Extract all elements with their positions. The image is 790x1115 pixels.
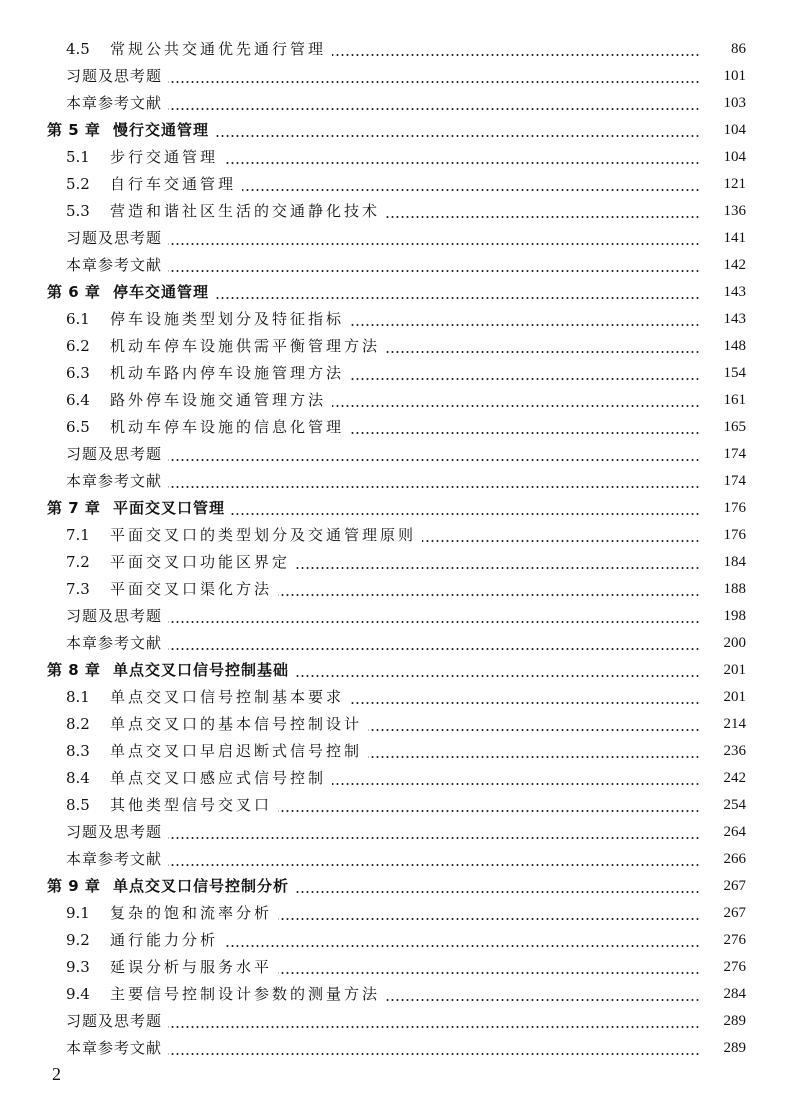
toc-entry-page: 267 [723, 878, 746, 894]
toc-chapter-row[interactable] [0, 279, 790, 306]
toc-entry-number: 8.2 [66, 715, 90, 733]
dot-leader [168, 837, 700, 839]
toc-entry-title: 单点交叉口感应式信号控制 [110, 769, 327, 787]
dot-leader [215, 135, 700, 137]
toc-entry-title: 复杂的饱和流率分析 [110, 904, 273, 922]
dot-leader [386, 216, 700, 218]
dot-leader [168, 864, 700, 866]
toc-entry-title: 机动车停车设施供需平衡管理方法 [110, 337, 381, 355]
toc-entry-page: 276 [723, 932, 746, 948]
toc-entry-number: 第 7 章 [47, 499, 101, 517]
toc-entry-title: 营造和谐社区生活的交通静化技术 [110, 202, 381, 220]
toc-entry-title: 习题及思考题 [66, 67, 163, 85]
toc-misc-row[interactable] [0, 441, 790, 468]
toc-misc-row[interactable] [0, 252, 790, 279]
toc-entry-title: 本章参考文献 [66, 634, 163, 652]
toc-entry-title: 停车交通管理 [113, 283, 210, 301]
toc-entry-number: 9.1 [66, 904, 90, 922]
toc-entry-title: 习题及思考题 [66, 1012, 163, 1030]
toc-entry-number: 9.3 [66, 958, 90, 976]
toc-misc-row[interactable] [0, 63, 790, 90]
toc-entry-page: 201 [723, 662, 746, 678]
toc-entry-page: 143 [723, 284, 746, 300]
toc-entry-page: 198 [723, 608, 746, 624]
dot-leader [168, 270, 700, 272]
toc-entry-title: 延误分析与服务水平 [110, 958, 273, 976]
dot-leader [278, 972, 700, 974]
toc-entry-page: 201 [723, 689, 746, 705]
dot-leader [350, 378, 700, 380]
toc-section-row[interactable] [0, 333, 790, 360]
toc-entry-number: 第 6 章 [47, 283, 101, 301]
toc-entry-number: 第 9 章 [47, 877, 101, 895]
toc-entry-page: 154 [723, 365, 746, 381]
toc-entry-number: 4.5 [66, 40, 90, 58]
toc-misc-row[interactable] [0, 225, 790, 252]
toc-entry-number: 第 8 章 [47, 661, 101, 679]
dot-leader [295, 891, 700, 893]
toc-section-row[interactable] [0, 306, 790, 333]
toc-entry-page: 284 [723, 986, 746, 1002]
toc-entry-page: 104 [723, 149, 746, 165]
toc-entry-number: 6.5 [66, 418, 90, 436]
table-of-contents [0, 36, 790, 1062]
toc-section-row[interactable] [0, 414, 790, 441]
toc-entry-page: 236 [723, 743, 746, 759]
dot-leader [168, 81, 700, 83]
dot-leader [168, 108, 700, 110]
dot-leader [168, 621, 700, 623]
toc-section-row[interactable] [0, 684, 790, 711]
toc-entry-title: 单点交叉口信号控制基本要求 [110, 688, 345, 706]
toc-section-row[interactable] [0, 576, 790, 603]
toc-entry-number: 7.1 [66, 526, 90, 544]
toc-entry-title: 习题及思考题 [66, 607, 163, 625]
dot-leader [296, 567, 700, 569]
toc-section-row[interactable] [0, 36, 790, 63]
dot-leader [278, 594, 700, 596]
toc-entry-page: 188 [723, 581, 746, 597]
toc-misc-row[interactable] [0, 630, 790, 657]
toc-entry-title: 习题及思考题 [66, 229, 163, 247]
toc-entry-page: 176 [723, 500, 746, 516]
toc-misc-row[interactable] [0, 1035, 790, 1062]
toc-entry-page: 165 [723, 419, 746, 435]
toc-entry-number: 5.2 [66, 175, 90, 193]
toc-entry-number: 6.2 [66, 337, 90, 355]
toc-entry-title: 本章参考文献 [66, 1039, 163, 1057]
toc-misc-row[interactable] [0, 1008, 790, 1035]
dot-leader [332, 783, 700, 785]
toc-entry-title: 机动车停车设施的信息化管理 [110, 418, 345, 436]
toc-entry-title: 常规公共交通优先通行管理 [110, 40, 327, 58]
toc-entry-title: 其他类型信号交叉口 [110, 796, 273, 814]
toc-entry-title: 通行能力分析 [110, 931, 219, 949]
toc-entry-number: 7.2 [66, 553, 90, 571]
toc-entry-title: 主要信号控制设计参数的测量方法 [110, 985, 381, 1003]
toc-entry-page: 174 [723, 446, 746, 462]
toc-section-row[interactable] [0, 900, 790, 927]
toc-entry-page: 121 [723, 176, 746, 192]
dot-leader [168, 1026, 700, 1028]
toc-misc-row[interactable] [0, 90, 790, 117]
toc-entry-page: 254 [723, 797, 746, 813]
toc-entry-page: 142 [723, 257, 746, 273]
dot-leader [386, 999, 700, 1001]
dot-leader [350, 432, 700, 434]
toc-entry-number: 5.1 [66, 148, 90, 166]
toc-entry-title: 习题及思考题 [66, 823, 163, 841]
toc-entry-title: 本章参考文献 [66, 256, 163, 274]
toc-entry-number: 7.3 [66, 580, 90, 598]
toc-entry-number: 8.3 [66, 742, 90, 760]
page-number: 2 [52, 1064, 61, 1084]
toc-entry-number: 第 5 章 [47, 121, 101, 139]
toc-entry-page: 289 [723, 1040, 746, 1056]
toc-entry-title: 单点交叉口早启迟断式信号控制 [110, 742, 363, 760]
toc-entry-title: 路外停车设施交通管理方法 [110, 391, 327, 409]
toc-misc-row[interactable] [0, 846, 790, 873]
toc-entry-page: 161 [723, 392, 746, 408]
dot-leader [224, 162, 700, 164]
dot-leader [332, 405, 700, 407]
toc-entry-title: 单点交叉口信号控制分析 [113, 877, 290, 895]
toc-entry-page: 267 [723, 905, 746, 921]
dot-leader [168, 459, 700, 461]
toc-entry-title: 单点交叉口信号控制基础 [113, 661, 290, 679]
toc-entry-page: 276 [723, 959, 746, 975]
toc-chapter-row[interactable] [0, 117, 790, 144]
toc-section-row[interactable] [0, 360, 790, 387]
dot-leader [295, 675, 700, 677]
toc-entry-number: 8.5 [66, 796, 90, 814]
toc-entry-number: 9.2 [66, 931, 90, 949]
dot-leader [332, 54, 700, 56]
dot-leader [242, 189, 700, 191]
toc-entry-title: 步行交通管理 [110, 148, 219, 166]
toc-chapter-row[interactable] [0, 657, 790, 684]
dot-leader [368, 729, 700, 731]
toc-section-row[interactable] [0, 711, 790, 738]
toc-chapter-row[interactable] [0, 495, 790, 522]
dot-leader [215, 297, 700, 299]
toc-section-row[interactable] [0, 765, 790, 792]
toc-section-row[interactable] [0, 792, 790, 819]
toc-section-row[interactable] [0, 387, 790, 414]
dot-leader [386, 351, 700, 353]
dot-leader [368, 756, 700, 758]
toc-entry-title: 习题及思考题 [66, 445, 163, 463]
dot-leader [422, 540, 700, 542]
toc-entry-title: 本章参考文献 [66, 472, 163, 490]
toc-entry-title: 停车设施类型划分及特征指标 [110, 310, 345, 328]
toc-entry-page: 176 [723, 527, 746, 543]
toc-misc-row[interactable] [0, 819, 790, 846]
toc-section-row[interactable] [0, 738, 790, 765]
toc-entry-number: 8.4 [66, 769, 90, 787]
toc-entry-number: 9.4 [66, 985, 90, 1003]
toc-entry-title: 慢行交通管理 [113, 121, 210, 139]
toc-entry-page: 200 [723, 635, 746, 651]
toc-entry-title: 机动车路内停车设施管理方法 [110, 364, 345, 382]
toc-entry-page: 289 [723, 1013, 746, 1029]
toc-entry-page: 214 [723, 716, 746, 732]
toc-entry-page: 103 [723, 95, 746, 111]
toc-section-row[interactable] [0, 927, 790, 954]
toc-entry-title: 本章参考文献 [66, 850, 163, 868]
toc-entry-number: 6.1 [66, 310, 90, 328]
toc-chapter-row[interactable] [0, 873, 790, 900]
toc-entry-page: 136 [723, 203, 746, 219]
toc-section-row[interactable] [0, 198, 790, 225]
toc-entry-number: 6.3 [66, 364, 90, 382]
dot-leader [278, 810, 700, 812]
dot-leader [224, 945, 700, 947]
toc-misc-row[interactable] [0, 603, 790, 630]
toc-entry-title: 平面交叉口渠化方法 [110, 580, 273, 598]
dot-leader [168, 1053, 700, 1055]
dot-leader [168, 486, 700, 488]
toc-entry-page: 184 [723, 554, 746, 570]
toc-entry-page: 264 [723, 824, 746, 840]
toc-entry-page: 101 [723, 68, 746, 84]
dot-leader [231, 513, 700, 515]
toc-section-row[interactable] [0, 981, 790, 1008]
toc-entry-number: 8.1 [66, 688, 90, 706]
toc-entry-title: 单点交叉口的基本信号控制设计 [110, 715, 363, 733]
toc-entry-page: 174 [723, 473, 746, 489]
toc-entry-number: 5.3 [66, 202, 90, 220]
dot-leader [350, 324, 700, 326]
toc-entry-page: 242 [723, 770, 746, 786]
toc-section-row[interactable] [0, 954, 790, 981]
toc-entry-title: 平面交叉口功能区界定 [110, 553, 291, 571]
toc-section-row[interactable] [0, 549, 790, 576]
toc-entry-page: 143 [723, 311, 746, 327]
dot-leader [350, 702, 700, 704]
toc-entry-title: 平面交叉口管理 [113, 499, 226, 517]
dot-leader [168, 648, 700, 650]
toc-entry-title: 本章参考文献 [66, 94, 163, 112]
toc-entry-page: 141 [723, 230, 746, 246]
toc-entry-title: 自行车交通管理 [110, 175, 237, 193]
toc-entry-page: 148 [723, 338, 746, 354]
toc-misc-row[interactable] [0, 468, 790, 495]
toc-section-row[interactable] [0, 144, 790, 171]
toc-entry-page: 86 [731, 41, 746, 57]
toc-section-row[interactable] [0, 522, 790, 549]
toc-entry-page: 104 [723, 122, 746, 138]
toc-section-row[interactable] [0, 171, 790, 198]
toc-entry-page: 266 [723, 851, 746, 867]
toc-entry-number: 6.4 [66, 391, 90, 409]
dot-leader [168, 243, 700, 245]
toc-entry-title: 平面交叉口的类型划分及交通管理原则 [110, 526, 417, 544]
dot-leader [278, 918, 700, 920]
